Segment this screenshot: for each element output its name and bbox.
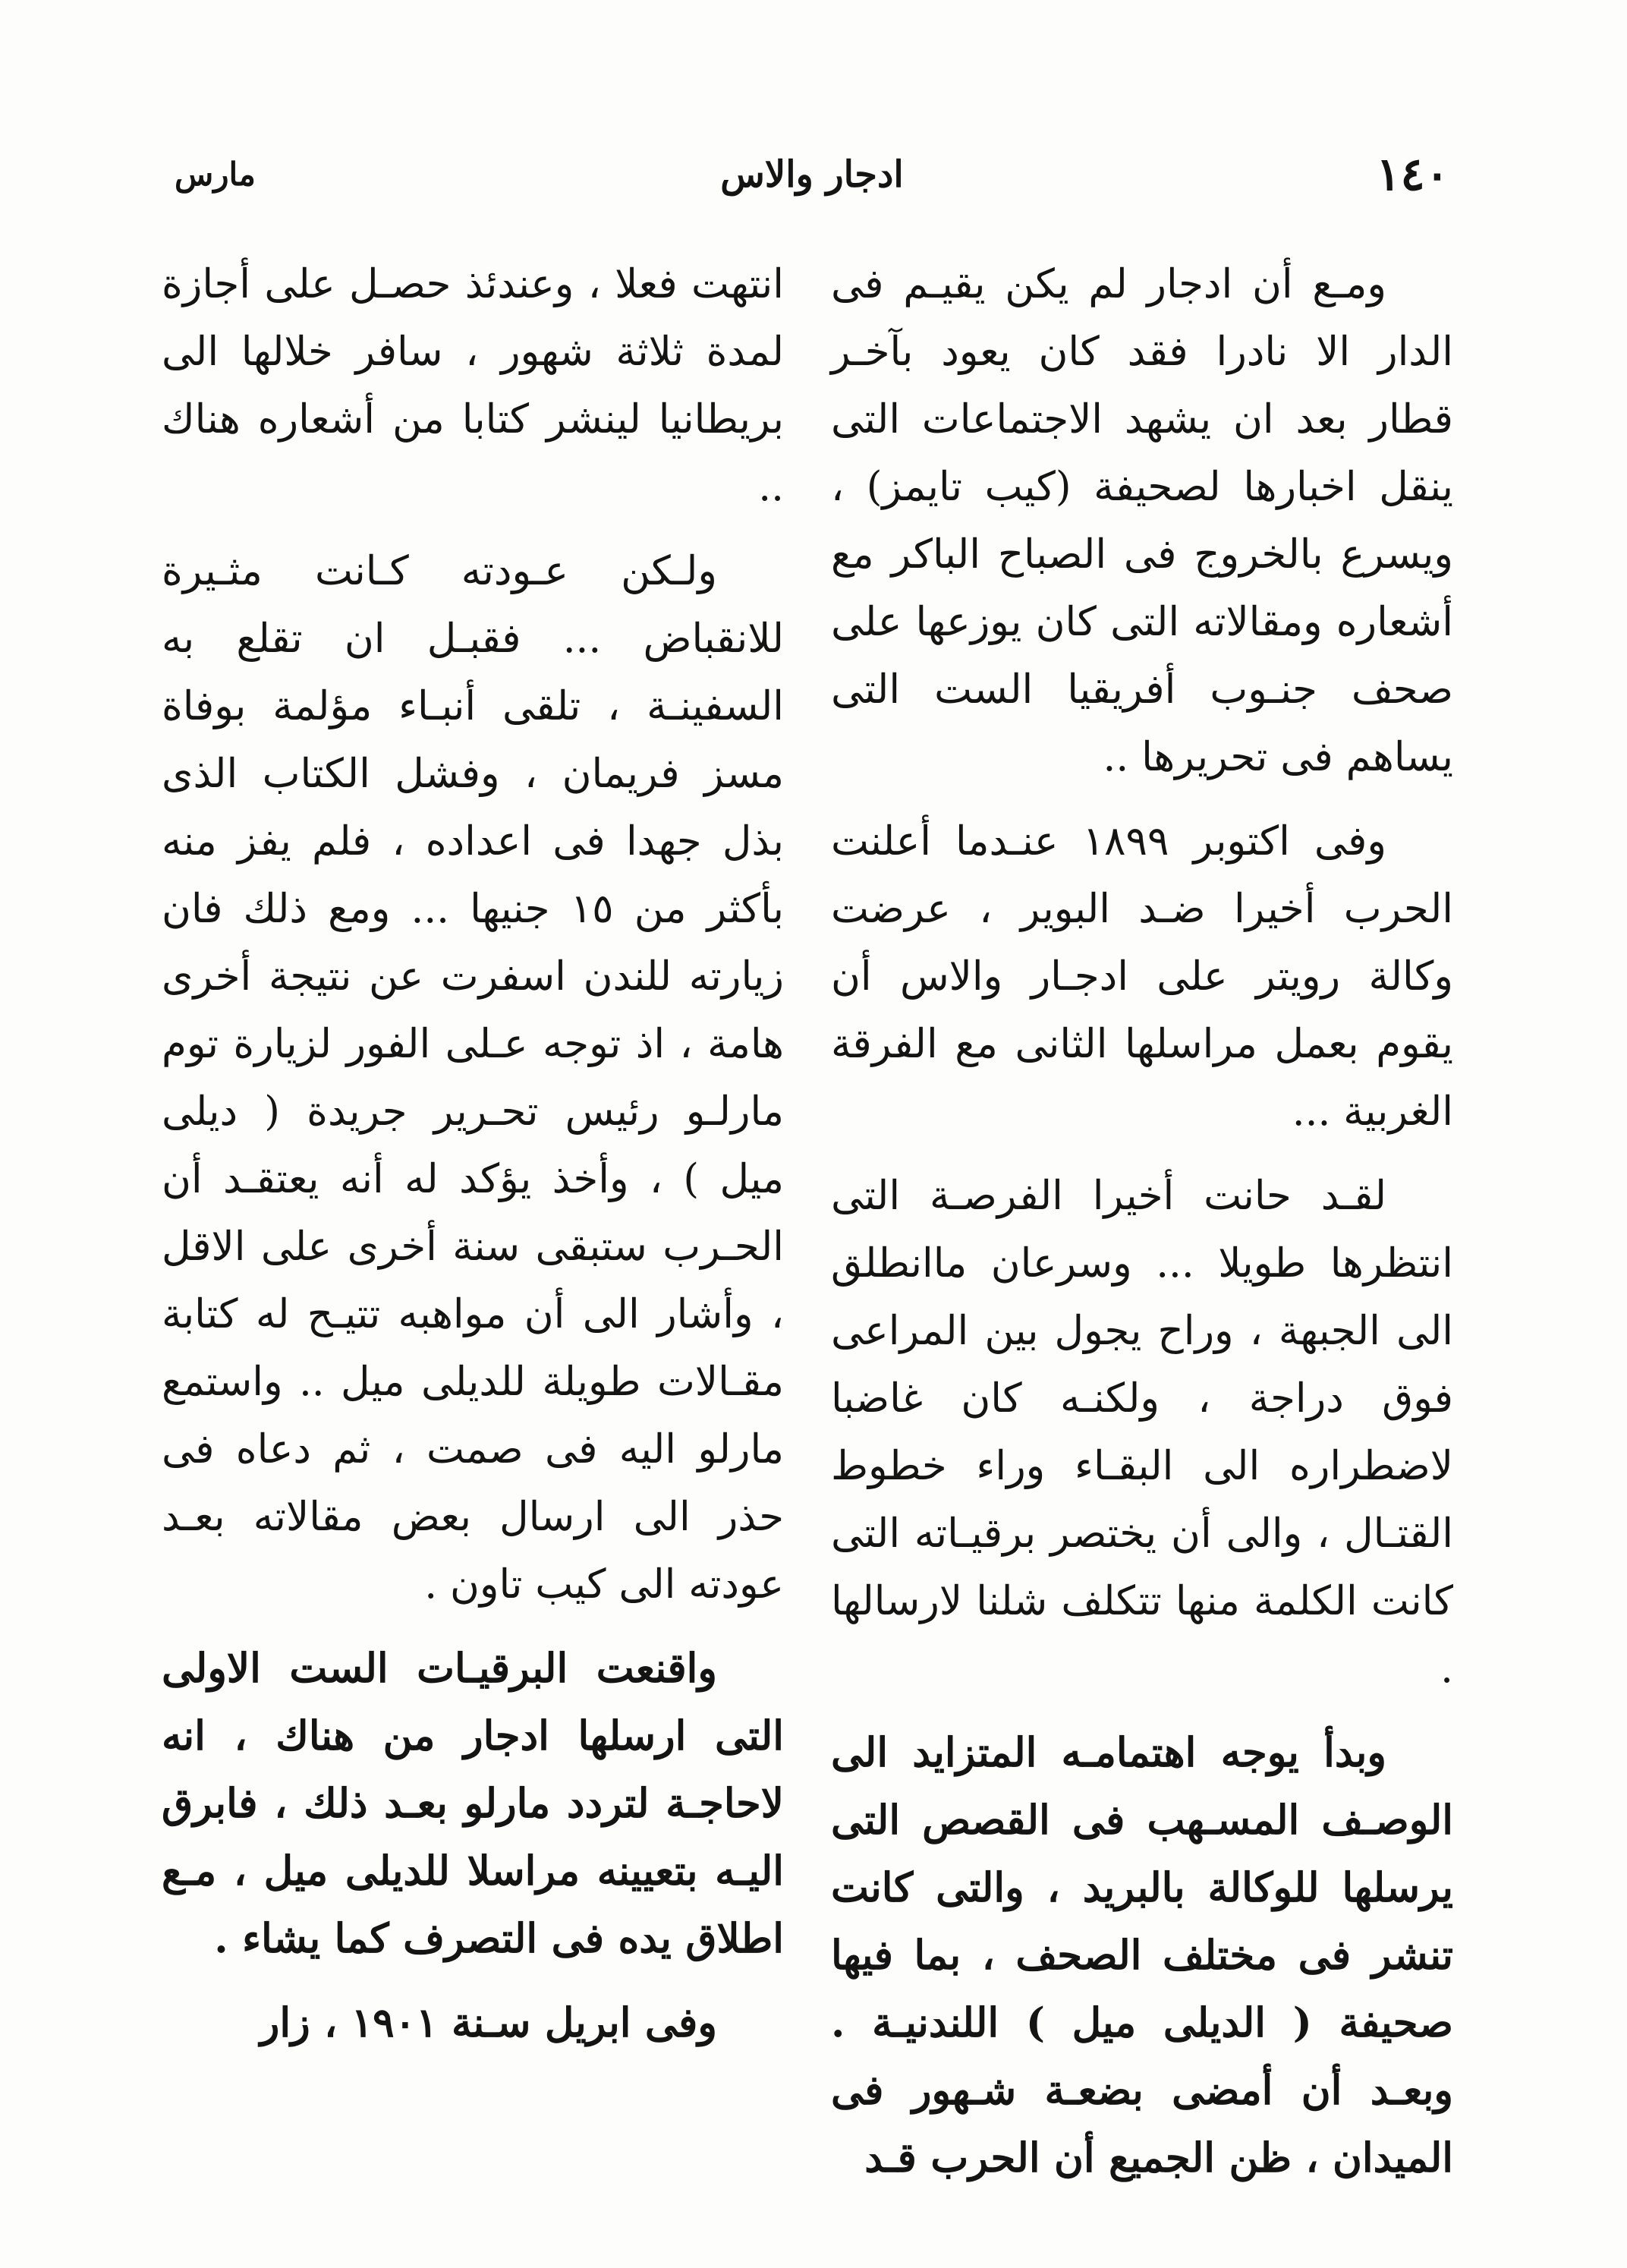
paragraph: انتهت فعلا ، وعندئذ حصـل على أجازة لمدة ثلاثة شهور ، سافر خلالها الى بريطانيا لينشر كتابا من أشعاره هناك .. bbox=[162, 261, 784, 510]
running-title: ادجار والاس bbox=[720, 153, 904, 196]
paragraph: واقنعت البرقيـات الست الاولى التى ارسلها ادجار من هناك ، انه لاحاجـة لتردد مارلو بعـد ذلك ، فابرق اليـه بتعيينه مراسلا للديلى ميل ، مـع اطلاق يده فى التصرف كما يشاء . bbox=[162, 1645, 784, 1962]
page-number: ١٤٠ bbox=[1376, 148, 1449, 201]
paragraph: وفى ابريل سـنة ١٩٠١ ، زار bbox=[260, 1999, 717, 2046]
left-column bbox=[162, 250, 784, 2074]
page-header bbox=[175, 148, 1449, 209]
right-column bbox=[831, 250, 1453, 2209]
paragraph: ولـكن عـودته كـانت مثـيرة للانقباض ... فقبـل ان تقلع به السفينـة ، تلقى أنبـاء مؤلمة بوفاة مسز فريمان ، وفشل الكتاب الذى بذل جهدا فى اعداده ، فلم يفز منه بأكثر من ١٥ جنيها ... ومع ذلك فان زيارته للندن اسفرت عن نتيجة أخرى هامة ، اذ توجه عـلى الفور لزيارة توم مارلـو رئيس تحـرير جريدة ( ديلى ميل ) ، وأخذ يؤكد له أنه يعتقـد أن الحـرب ستبقى سنة أخرى على الاقل ، وأشار الى أن مواهبه تتيـح له كتابة مقـالات طويلة للديلى ميل .. واستمع مارلو اليه فى صمت ، ثم دعاه فى حذر الى ارسال بعض مقالاته بعـد عودته الى كيب تاون . bbox=[162, 548, 785, 1608]
paragraph: لقـد حانت أخيرا الفرصـة التى انتظرها طويلا ... وسرعان ماانطلق الى الجبهة ، وراح يجول بين المراعى فوق دراجة ، ولكنـه كان غاضبا لاضطراره الى البقـاء وراء خطوط القتـال ، والى أن يختصر برقيـاته التى كانت الكلمة منها تتكلف شلنا لارسالها . bbox=[831, 1173, 1453, 1692]
paragraph: وفى اكتوبر ١٨٩٩ عنـدما أعلنت الحرب أخيرا ضـد البوير ، عرضت وكالة رويتر على ادجـار والاس أن يقوم بعمل مراسلها الثانى مع الفرقة الغربية ... bbox=[831, 818, 1453, 1135]
paragraph: وبدأ يوجه اهتمامـه المتزايد الى الوصـف المسـهب فى القصص التى يرسلها للوكالة بالبريد ، والتى كانت تنشر فى مختلف الصحف ، بما فيها صحيفة ( الديلى ميل ) اللندنيـة . وبعـد أن أمضى بضعـة شـهور فى الميدان ، ظن الجميع أن الحرب قـد bbox=[831, 1729, 1453, 2181]
month-label: مارس bbox=[175, 156, 256, 193]
paragraph: ومـع أن ادجار لم يكن يقيـم فى الدار الا نادرا فقد كان يعود بآخـر قطار بعد ان يشهد الاجتماعات التى ينقل اخبارها لصحيفة (كيب تايمز) ، ويسرع بالخروج فى الصباح الباكر مع أشعاره ومقالاته التى كان يوزعها على صحف جنـوب أفريقيا الست التى يساهم فى تحريرها .. bbox=[831, 261, 1453, 780]
